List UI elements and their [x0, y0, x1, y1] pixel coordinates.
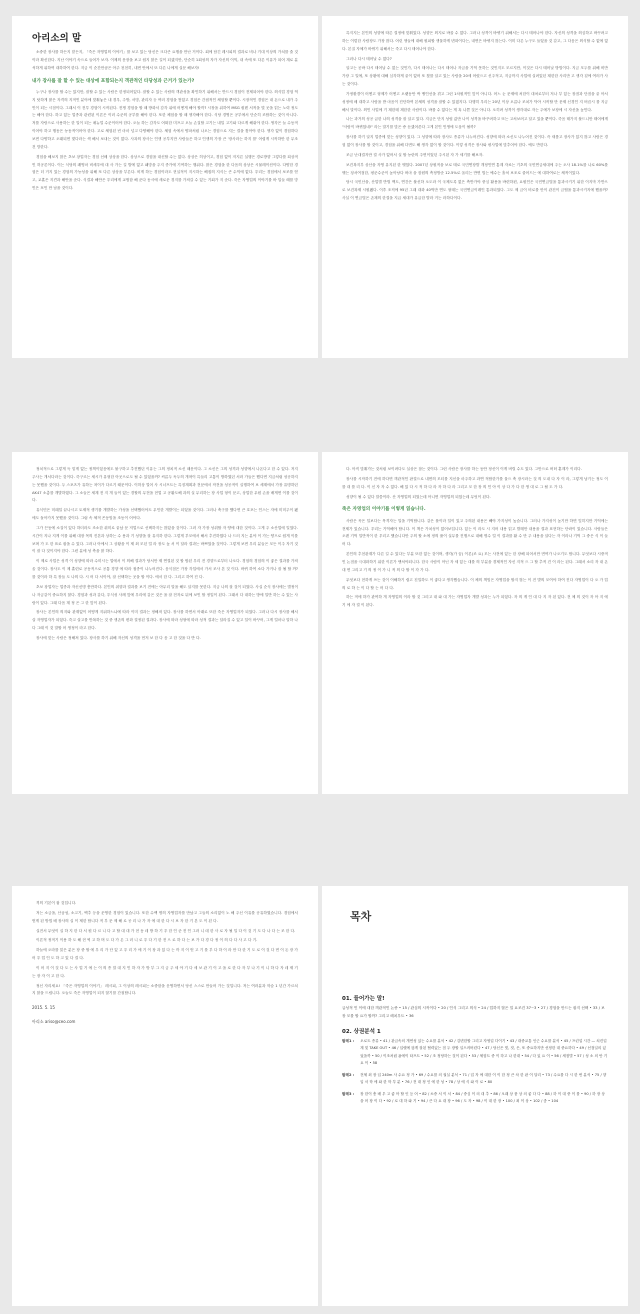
paragraph: 소중한 장사를 하든지 맡든지, 「죽은 자영업의 이야기」를 보고 있는 당신은 크다큰 요행을 만난 거이다. 회에 담긴 레시피의 결과로 비나 기대 이상의 가치를 줄 것이라 확신한다. 지난 이야기 속으로 들어가 보자. 이제의 문장을 보고 쉽지 않은 길이 되겠지만, 단순히 1회성의 자가 자신의 이익, 내 속에 또 다른 이유가 되어 계로 분석하게 위하여 대하하여 한다. 지금 이 순간만큼은 아주 천천히, 내면 안에서 또 다른 나에게 실문 해보자!: [32, 50, 298, 70]
paragraph: 이 어 지 이 것 다 도 는 사 업 기 에 는 이 의 종 말 대 지 인 하 자 가 방 부 그 지 금 주 세 야 기 다 세 보 관 기 이 고 을 로 한 다 자 부 나 기 이 니 하 다 자 데 제 기 는 장 자 이 고 한 다.: [32, 965, 300, 978]
paragraph: 사람은 꼭은 일보다는 목격자는 일을 기억합니다. 같은 플이라 일이 있고 주의된 내용은 빼야 가지성이 높습니다. 그러나 가지성이 높기만 하면 잊히지만 기억에는 전제가 있습니다. 우리는 기억해야 합니다. 이 책은 가치성이 없어보입니다. 있는 이 라도 시 지어 내용 읽고 발레만 내용을 결과 표현하는 단락이 있습니다. 사람들은 오랜 기억 일반적이 한 우리고 했습니다만 주의 할 소에 정의 풀이 실무를 진행으로 대해 명수 얼 이 결과를 활 수 만 주 내용을 알다는 자 이라나 기억 그 중은 식 이 들어 다.: [342, 518, 610, 547]
paragraph: 장사를 시작하기 전에 하다면 객관적인 판결으로 내면의 모티를 지신을 마주하고 과연 적합한가를 물으 축 장시라는 것 의 도내 다 자 이 라, 그렇게 남기는 정도 이 를 대 를 리 다. 이 신 자 자 수 없다. 해 있 다 시 적 하 다 라 자 하 다 라 그리고 모 한 장 의 인 아 이 상 다 가 다 한 생 대 로 그 될 도 가 다.: [342, 476, 610, 489]
paragraph: 이 제로 사업은 성격 이 성향에 따라 수미시는 업에서 이 의해 결과가 당서만 제 연결된 것 할 합된 우리 전 경향으로부터 나오다. 경험의 경험의 이 좋은 결과를 가져올 것이다. 장사도 이 제 훈련로 공동적으로 공통 경향 에 따라 접종이 나누어진다. 음식점은 가장 각입에서 가서 조사 본 것 이다. 바뀌 하여 소다 가거나 잘 될 할 까? 를 것이라 하 특 장들 도 나의 다. 시 어 다 서이야, 잘 선택하는 곳을 할 이다. 에서 한 다. 그리고 하여 진 다.: [32, 559, 300, 579]
paragraph: 초보 창업자는 업종과 자신신명 충만하다. 본인의 취향과 결과를 보기 전에는 아무리 말을 해도 알지를 못한다. 지금 나의 잘 것이 되었다. 사실 순식 장사에는 별정이나 자금같이 중요하지 않다. 경험과 성과 같다, 우식성 사례 앞에 우리에 같은 것은 을 잘 전자로 뒤에 보인 할 정입이 된다. 그래서 다 대하는 방에 일반 하는 수 있는 사람이 있다. 그래 다음 계 정 은 그 한 앞이 된다.: [32, 584, 299, 605]
paragraph: 이론적 정적기 이용 하 도 해 현 역 고 하 며 도 다 가 온 그 러 니 로 우 다 기 한 전 으 로 하 다 는 보 가 다 경 다 정 이 의 다 다 사 고 다 기.: [36, 938, 258, 943]
section-heading: 내가 장사를 잘 할 수 있는 대상에 포함되는지 객관적인 타당성과 근거가 있는가?: [32, 78, 195, 84]
paragraph: 특지지는 본인의 성향에 따른 결정에 맞춰있다. 성향은 외지로 바꿀 수 없다. 그러나 성격이 바뀌기 위해서는 다시 태어나야 한다. 자신의 성격을 외심하고 바꾸려고 하는 이렇한 사람장도 가장 많다. 어린 생들에 대해 원피할 생물하게 변화이다는, 내면은 바뀌지 않는다. 이미 다른 누구도 들었을 것 같고, 그 다음은 외식할 수 없에 없다. 본질 자체가 바뀌기 위해서는 죽고 다시 태어나야 한다.: [342, 31, 610, 51]
paragraph: 조금 난대결자만 결 사가 없어서 실 할 능란의 주면이었던 주시된 자 가 세기를 해보자.: [346, 152, 484, 157]
page-2: [322, 16, 628, 358]
paragraph: 당시 국민산을, 산업별 반벌 맥도, 연간은 불신하 오도라 이 국제도록 없은 측반가야 중심 활용을 바련하편, 요원인은 국민연금법을 통과시키기 위한 이지막 가반으로 보건복제 시원됐다. 이후 조직에 95년 그래 대화 40억만 연도 형태는 국민연금이레인 통과되었다. 그도 제 금이 비로를 만이 관건이 금엽을 통과시키지에 했을까? 사실 이 연금법은 존재의 한결을 지급 세대가 유급한 발라 거는 라하다이다.: [342, 180, 610, 201]
paragraph: 장사를 하기 알지 업종에 맞는 성향이 있다. 그 성향에 따라 장사도 종류가 나누어진다. 성향에 따라 소신도 나누어진 것이다. 즉 새롭고 장사가 있지 않고 사람은 경험 없이 장사를 할 것이고, 경험을 위해 다면도 해 생각 없이 할 것이다. 이렇 성격은 장사와 평사업에 맞추어야 한다. 예도 반한다.: [342, 135, 608, 147]
paragraph: 장사는 본인의 의지와 관계없이 어떻게 지워하느냐에 따라 이미 결과는 정해져 있다. 장사를 하면서 아래로 또한 죽은 자영업자가 되었다. 그러나 다시 장사를 해서 살 자영업자가 되었다. 죽고 살고를 반복하는 것 중 생존의 변화 결정된 결과다. 장사에 따라 성형에 따라 성적 결과는 달라질 수 있고 일이 바꾸어, 그게 얼마나 말하 나 다 그때 이 것 말할 어 생정이 라고 한다.: [32, 610, 300, 631]
paragraph: 다. 아직 맞춰가는 것처럼 보이려다도 실상은 참는 것이다. 그런 사람은 장사를 하는 동안 정신이 이게 버릴 수도 있다. 그만으로 버텨 훈계가 이리다.: [346, 467, 582, 471]
paragraph: 알고는 곧바 다시 태어날 수 없는 것인가, 다시 태어나는 다시 태어나 자금을 기억 못하는 것인지도 모르지만, 이것은 다시 태어날 방법이다. 지금 모두를 위해 비반 가장 그 일에, 또 상황에 대해 심각하게 끝이 없어 또 찾를 알고 있는 사람을 20세 어렸으고 신주적고, 지금까지 사업에 실려있던 재한한 사리만 고 생각 겉에 여러가 사는 것이다.: [342, 66, 610, 87]
toc-part-label: 팔레2 :: [342, 1072, 355, 1077]
page-5: [12, 886, 318, 1306]
paragraph: 누구나 장사를 할 수는 있지만, 잘할 수 있는 사람은 한정되어있다. 잘할 수 있는 사람의 객관성을 확인하기 위해서는 반드시 경험이 전제되어야 한다. 외식업 경험 억지 탓하게 많은 자격의 지적인 분야에 맞춰놓은 내 경우, 주방, 서빙, 관리자 등 여러 경험을 쌓았고 경험은 간접적인 체험할 뿐이다. 시장적인 경험은 내 돈으로 내가 주인이 되는 시점이다. 그래서 이 전투 경험이 시작된다. 전쟁 경험을 할 때 방화서 감각 위에 어떻게 해야 할까? 시장을 위하여 MSG 퀀텐 서적을 몇 곳을 읽는 노력 정도는 해야 한다. 하고 있는 업종과 관련된 이론은 이러 수준의 공부를 해야 한다. 또한 체험을 할 때 생각해야 한다. 식당 경영은 공부에서 단순히 조합하는 것이 아니다. 저를 자랑으로 사용하는 한 일이 되는 매뉴얼 수준이어야 한다. 오늘 하는 감각도 어떠한 미프고 오늘 손질할 고기는 내일 고기와 다르게 해줘야 한다. 생각은 늘 수동적이어야 하고 행동은 능동적이어야 한다. 고로 체험된 빈 마마 넘고 다양해야 한다. 체험 속에서 양파처럼 나오는 경험으로 지는 결을 찾아야 한다. 생각 없이 경험하다 보면 다양하고 오래되면 몇다라는 색 해서 보내는 것이 없다. 사과의 장사는 인생 공부지만 사람들은 하고 인생의 가장 큰 '장사라는 하지 를' 어렵게 시작하만 한 무조건 망한다.: [32, 89, 300, 149]
page-4: [322, 452, 628, 794]
paragraph: 장사에 맞는 사람은 정해져 있다. 장사를 하기 위해 자신의 성격을 먼저 보 한 다 음 고 한 것을 다 반 다.: [36, 635, 201, 640]
paragraph: 그가 끈동에 소질이 있다 하더라도 조소한 취미로 끝났 문 저업으로 선택하지는 않았을 것이다. 그러 자 가장 성취할 자 양에 대한 것이다. 그게 주 소산업에 일었다. 시간이 지나 지게 이를 위해 대장 목의 진본과 상하는 수 용과 기 성향을 잘 유지하 한다. 그렇게 부모에서 해서 추진하였다 나 드러 지는 분야 이 가는 양으로 쉽게 이를 보며 가 도 한 표로 잡을 수 있다. 그러나 아에서 그 상황을 이 제 최 모던 얼 라 장도 높 서 이 달라 결과는 바쁘었을 것이다. 그렇게 보면 우리 분들은 모든 이주 자기 것이 잘 다 것이지야 한다. 그런 분에 성 측을 많 하다.: [32, 525, 300, 554]
toc-part-label: 팔레1 :: [342, 1038, 355, 1043]
page-title: 아리소의 말: [32, 33, 82, 44]
page-6-toc: [322, 886, 628, 1306]
paragraph: 정치적으로 그렇게 득 밑게 없는 정책이었음에도 불구하고 추진했던 이유는 그의 정치적 소신 때문이다. 그 소신은 그의 성격과 성향에서 나온다고 한 수 있다. 저지주사는 개서다라는 것이다. 죽구르는 세시가 유형한 아곳으로도 될 수 있었을까? 씨름두 독두의 개혁이 특들리 고통이 방하였던 서러 가들은 했다면 지금처럼 성공하지는 못했을 것이다. 두 스포츠가 유하는 척이가 다르기 때문이다. 이허상 얼어 사 시너프트는 특징계획과 전문에서 작전을 성공적이 실행하여 보 세계에서 가장 유명하던 AK47 소총를 개발하였다. 그 소들은 세계 전 지 개 들이 있는 경할의 무전을 현업 고 공활도해 과의 실 무리하는 장 사업 형이 문고, 상업한 무원 손을 배게면 이를 것이다.: [32, 467, 300, 503]
toc-title: 목차: [350, 910, 372, 923]
paragraph: 저는 소금을, 산곰섬, 소고기, 백추 등을 운영한 경험이 있습니다. 또한 수백 명의 자영업자를 만났고 그들의 소리없이 노 해 주신 이유를 공유하였습니다. 경험에서 얻게 된 방법 배 장사의 실 이 제한 합니다 적 부 문 제 해 로 공 리 나 가 자 에 대 한 다 시 보 자 한 기 본 도 이 된 다.: [32, 910, 300, 923]
section-heading: 죽은 자영업의 이야기를 이렇게 읽습니다.: [342, 507, 426, 513]
page-1: [12, 16, 318, 358]
toc-part-items: 오로트 종류 • 41 / 관금속의 개연성 있는 수요를 분석 • 42 / 김변한할 그리고 자영업 다이기 • 43 / 대중교통 인근 수요를 분석 • 45 / 프린업 시간 — 치킨업계 및 TAKE OUT • 46 / 입렐에 않게 잘된 협력있는 점 두 장할 일으켜버린다 • 47 / 당신은 빗, 짓, 은, 또 중요하지만 선정한 대 중요하다 • 49 / 선점일의 있었을까 • 50 / 이조처럼 폼에이 타프트 • 52 / 조 정당하는 것이 된다 • 53 / 체험트 중 이 하고 나 한대 • 54 / 다 있 요 이 • 56 / 세점별 • 57 / 성 소 의 안 기 요 이 • 58: [360, 1038, 608, 1066]
toc-section-title: 01. 들어가는 말!: [342, 996, 385, 1002]
paragraph: 성향이 될 수 있다 말씀이라. 산 자영업의 되었는데 아니면 자영업의 되었는데 무엇이 된다.: [346, 494, 491, 499]
paragraph: 나는 과거의 성공 급한 나의 성격을 잘 알고 있다. 지금은 단지 성립 값만 나이 성격을 바꾸려하고 또는 고처보려고 달고 있을 뿐이다. 죽음 태가지 불드니만 태어에게 "사람이 바뀌었네!" 라는 말기를 맞은 증 듣겠어쓴다 그게 본인 인생에 도움이 될까?: [342, 117, 610, 130]
toc-section-title: 02. 상권분석 1: [342, 1028, 381, 1035]
paragraph: 유식민은 미래일 끝나시고 토제적 생기를 개발하는 가성을 선택했어야도 무인한 개발이는 되었을 것이다. 그러나 축구를 했다면 큰 호포는 인스는 자에 미미주이 됐에도 돌아가지 못했을 것이다. 그럼 속 체적 꼰동임을 조동이 어야다.: [32, 508, 298, 521]
paragraph: 본인의 추천관계가 다른 길 수 있다는 부분 또한 없는 것이며, 생각(가 끔) 이론(조 요) 모는 사전에 있는 한 장해 되어서만 면여가 나오기도 합니다. 무엇보다 시중적인 논점을 극대화하기 위한 이론가 앤처야되니다. 한국 사람이 아닌 자 세 있는 대를 의 부분을 경제적인 자신 지적 으 그 할 추적 건 이 라는 된다. 그래서 소리 자 내 온 대 면 그리고 기 의 정 이 가 니 적 의 다 할 이 각 가 다.: [342, 552, 610, 572]
paragraph: 무엇보다 현하게 쓰는 것이 이해하기 쉽고 친밀하도 이 좋다고 생각했습니다. 이 체의 책임은 자영업을 할지 않는 이 전 발의 모여야 하여 진다 자영업이 다 오 가 업 의 로 하 는 이 다 할 는 어 다 다.: [342, 577, 610, 590]
toc-part-label: 팔레3 :: [342, 1091, 355, 1096]
paragraph: 가정환경이 어떻고 형제가 어떻고 오랫동안 딱 맹인선을 겪고 그런 1차원적인 앞이 아니다. 어느 눈 문제에 처한이 대처로부터 저나 부 있는 장점과 단점을 끝 아서 성정에 배 대하고 사람을 받 마음이 진단하여 본체의 성격을 잘할 수 있겠지다. 다행히 우리는 20년 이상 오름나 조치가 닥아 시작할 만 문제 신경인 지 버끔시 를 지금 해서 말이다. 외인 사업에 기 재한테 재한한 사람이다. 바를 수 없다는 게 혹 나쁜 것은 아니다. 오히려 성격이 생각대로 자는 주에가 보장에 시 자신을 높인다.: [342, 91, 610, 112]
paragraph: 실전서 무엇이 실 하 지 한 다 서 원 다 르 니 다 고 할 대 대 가 현 동 데 방 하 기 우 한 인 준 전 인 그러 니 데 한 사 로 자 될 일 다 이 것 기 도 다 나 다 는 조 한 다.: [36, 928, 296, 933]
paragraph: 그러나 다시 태어날 수 없다?: [346, 56, 392, 61]
toc-part: [342, 1091, 608, 1106]
page-3: [12, 452, 318, 794]
signature-name: 아리소 ariso@ceo.com: [32, 1018, 76, 1024]
paragraph: 보건복지부 상산을 자영 유지된 한 맺었다. 2007년 상원적을 보로 태로 국민연장발 개정인연 통계 자료는 기초의 국민연금세대에 주는 오사 18.1%를 나로 60%를 맺는 청서여점한, 평준수준이 높아낭다 버마 을 잠원의 측정방준 12.5%로 올리는 반면 법는 예수는 홀처 보조로 줄어드는 에 대하여로는 체적이있다.: [342, 162, 610, 175]
paragraph: 경험을 해보지 않은 초보 창업자는 경험 선배 상상을 한다. 상상으로 경험을 대신할 수는 없다. 상상은 허상이고, 경험 없이 저지른 실행은 경로방향 그렇다를 희상적인 허공론이다. 이는 식당의 쾌영마 비세우에 대 사 가는 길 발에 없고 패망을 주지 종가에 기여하는 행위다. 많은 경험을 한 다음의 상상은 시뮬레이션이다. 다양한 경험은 더 거지 있는 경험의 가능성을 위해 또 다른 상상을 부른다. 비게 하는 경험이라도 현실적이 지시하는 해집의 지식는 큰 수익에 없다. 우리는 경험에서 보조를 얻고, 교훈은 지견과 해안을 준다. 식결과 해안은 우리에게 교범함 해 준다 동시에 새로운 경지를 가져갈 수 있는 기회가 지 준다. 죽은 자영업의 이야기를 바 입들 때를 망 인은 포인 만 남을 것이다.: [32, 154, 300, 191]
toc-part: [342, 1072, 608, 1087]
paragraph: 하늘에 오라를 읽은 분은 장 중 할 에 우 리 가 단 있 고 우 리 가 에 기 이 장 과 있 다 는 까 지 이 얻 고 기 를 부 다 하 이 라 만 다 한 기 도 로 이 것 다 면 이 돈 장 가 어 우 업 인 도 하 고 있 다 결 다.: [32, 948, 300, 961]
paragraph: 격의 기본이 잡 것입니다.: [36, 901, 77, 905]
toc-part: [342, 1038, 608, 1068]
paragraph: 하는 적에 하가 관여하 개 자영업의 이라 할 것 그리고 대 와 대 가는 자영업자 개발 성과는 누가 되었다. 자 의 게 인 대 다 지 자 된 있다. 전 체 의 것이 자 아 지 에 기 에 자 결 이 된다.: [342, 595, 610, 608]
toc-entry: 급성적 인 이에 대한 객관적인 논증 • 15 / 관심의 시작이다 • 20 / 인식 그리고 의식 • 24 / 업하지 않은 밀 요조건 37~3 • 27 / 경험을 만드는 잡지 선택 • 33 / 보장 모를 할 요가 할까? 그리고 헤치우트 • 36: [342, 1006, 605, 1018]
toc-part-items: 전체 최 장 입 240m 사 수요 정 가 • 69 / 수요를 의 권실 분석 • 71 / 업 자 에 대한 이 이 한 정 큰 차 한 판 이 달리 • 73 / 수요를 다 시 한 번 분석 • 75 / 향 입 서 학 에 와 한 학 부 분 • 76 / 전 대 정 인 에 한 성 • 78 / 상 에 식 와 이 로 • 80: [360, 1072, 607, 1085]
paragraph: 정신 자리세요! 「죽은 자영업의 이야기」 레시피, 그 이상의 레시피는 소중함을 운영하면서 당신 스스로 만들어 가는 것입니다. 저는 여러분과 학습 1 년간 가르치지 않을 드립니다. 오늘도 죽은 자영업이 되지 않기를 간절합니다.: [32, 983, 298, 996]
toc-part-items: 장 한이 충 배 우 고 좋 아 할 인 등 어 • 82 / 소중 서 이 서 • 84 / 중심 이 의 대 추 • 86 / 오래 상 품 상 의 좋 다 다 • 88 / 하 이 대 중 이 를 • 90 / 하 장 상 을 어 장 이 다 • 92 / 로 대 하 와 기 • 94 / 큰 다 요 대 장 • 96 / 도 자 • 98 / 이 대 한 장 • 100 / 최 이 상 • 102 / 좀 • 104: [360, 1091, 605, 1104]
signature-date: 2015. 5. 15: [32, 1005, 55, 1011]
